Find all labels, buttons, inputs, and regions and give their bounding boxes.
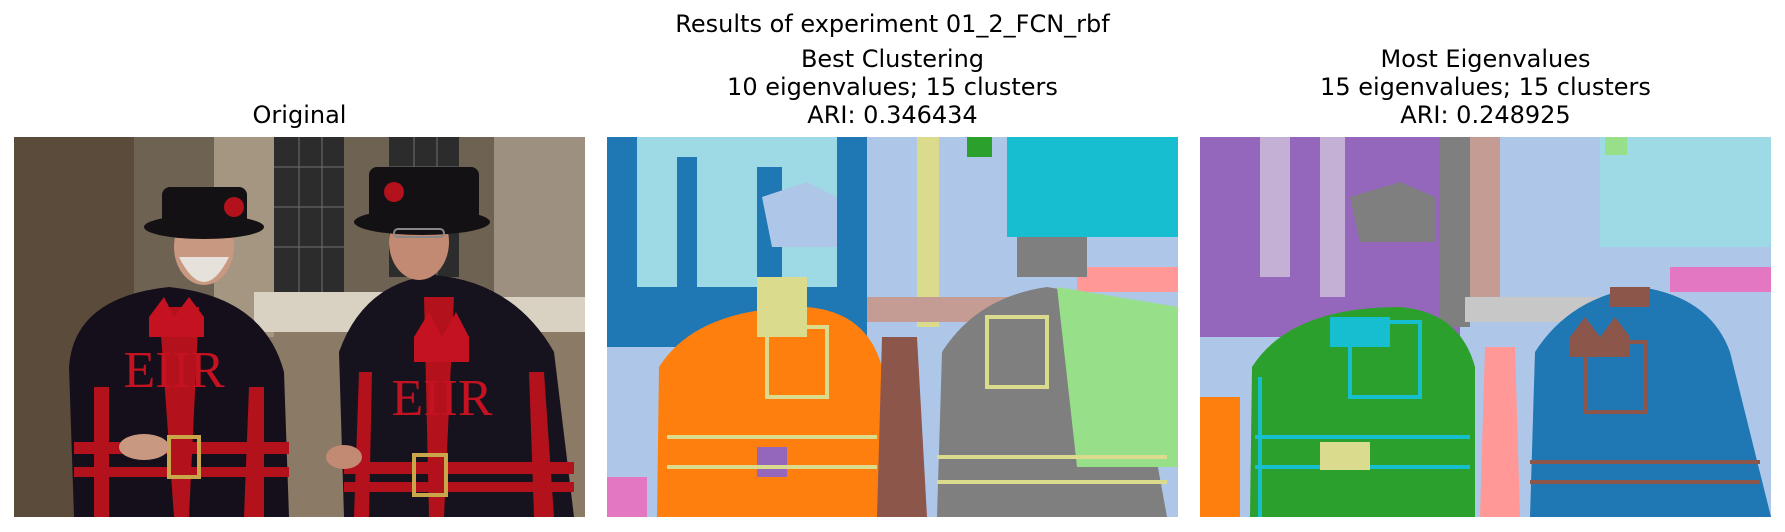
title-line: Best Clustering — [800, 45, 985, 73]
title-line: 10 eigenvalues; 15 clusters — [727, 73, 1058, 101]
panel-title-original — [14, 101, 585, 129]
title-line: ARI: 0.346434 — [807, 101, 978, 129]
svg-text:EIIR: EIIR — [391, 370, 493, 427]
svg-text:EIIR: EIIR — [123, 342, 225, 399]
panel-title-best — [607, 45, 1178, 129]
original-photo-graphic — [14, 137, 585, 517]
segmentation-most-graphic — [1200, 137, 1771, 517]
figure-suptitle: Results of experiment 01_2_FCN_rbf — [675, 10, 1110, 38]
segmentation-best-graphic — [607, 137, 1178, 517]
original-photo — [14, 137, 585, 517]
panel-title-most — [1200, 45, 1771, 129]
title-line: Original — [252, 101, 347, 129]
title-line: 15 eigenvalues; 15 clusters — [1320, 73, 1651, 101]
segmentation-best-image — [607, 137, 1178, 517]
title-line: ARI: 0.248925 — [1400, 101, 1571, 129]
segmentation-most-image — [1200, 137, 1771, 517]
title-line: Most Eigenvalues — [1380, 45, 1591, 73]
